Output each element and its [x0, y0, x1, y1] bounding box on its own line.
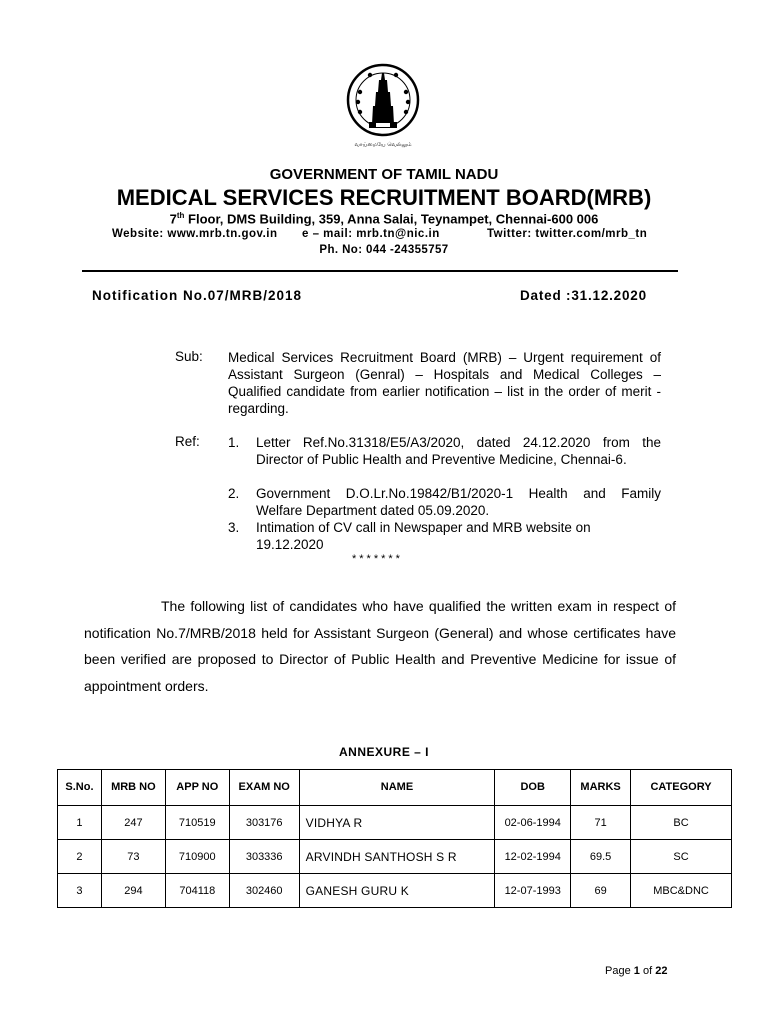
cell-name: ARVINDH SANTHOSH S R: [299, 840, 495, 874]
cell-sno: 1: [58, 806, 102, 840]
cell-category: SC: [631, 840, 732, 874]
cell-dob: 12-02-1994: [495, 840, 571, 874]
candidates-table: [57, 769, 732, 908]
table-row: [58, 840, 732, 874]
header-divider: [82, 270, 678, 272]
cell-dob: 12-07-1993: [495, 874, 571, 908]
table-row: [58, 806, 732, 840]
header-app-no: APP NO: [165, 770, 229, 806]
subject-text: Medical Services Recruitment Board (MRB) – Urgent requirement of Assistant Surgeon (Genral) – Hospitals and Medical Colleges – Qualified candidate from earlier notification – list in the order of merit - regarding.: [228, 350, 661, 416]
cell-app-no: 704118: [165, 874, 229, 908]
reference-item: 3. Intimation of CV call in Newspaper and MRB website on 19.12.2020: [228, 520, 591, 552]
board-title: MEDICAL SERVICES RECRUITMENT BOARD(MRB): [116, 185, 652, 210]
website-text: Website: www.mrb.tn.gov.in: [112, 228, 278, 240]
cell-category: MBC&DNC: [631, 874, 732, 908]
cell-app-no: 710519: [165, 806, 229, 840]
header-exam-no: EXAM NO: [229, 770, 299, 806]
cell-dob: 02-06-1994: [495, 806, 571, 840]
cell-sno: 2: [58, 840, 102, 874]
subject-label: Sub:: [175, 349, 203, 364]
reference-item: 2. Government D.O.Lr.No.19842/B1/2020-1 Health and Family Welfare Department dated 05.09.2020.: [228, 486, 661, 518]
cell-mrb-no: 294: [101, 874, 165, 908]
cell-exam-no: 303176: [229, 806, 299, 840]
government-title: GOVERNMENT OF TAMIL NADU: [269, 166, 499, 183]
email-text: e – mail: mrb.tn@nic.in: [302, 228, 440, 240]
table-header-row: [58, 770, 732, 806]
notification-number: Notification No.07/MRB/2018: [92, 288, 303, 303]
cell-marks: 69.5: [571, 840, 631, 874]
header-dob: DOB: [495, 770, 571, 806]
reference-item: 1. Letter Ref.No.31318/E5/A3/2020, dated 24.12.2020 from the Director of Public Health and Preventive Medicine, Chennai-6.: [228, 435, 661, 467]
contact-line: [0, 228, 768, 242]
page-number: Page 1 of 22: [605, 965, 668, 977]
header-marks: MARKS: [571, 770, 631, 806]
body-paragraph: The following list of candidates who have qualified the written exam in respect of notification No.7/MRB/2018 held for Assistant Surgeon (General) and whose certificates have been verified are proposed to Director of Public Health and Preventive Medicine for issue of appointment orders.: [84, 598, 676, 694]
cell-exam-no: 302460: [229, 874, 299, 908]
phone-number: Ph. No: 044 -24355757: [319, 244, 449, 256]
header-category: CATEGORY: [631, 770, 732, 806]
reference-label: Ref:: [175, 434, 200, 449]
cell-app-no: 710900: [165, 840, 229, 874]
cell-name: GANESH GURU K: [299, 874, 495, 908]
cell-marks: 71: [571, 806, 631, 840]
cell-category: BC: [631, 806, 732, 840]
cell-mrb-no: 73: [101, 840, 165, 874]
cell-name: VIDHYA R: [299, 806, 495, 840]
header-sno: S.No.: [58, 770, 102, 806]
cell-marks: 69: [571, 874, 631, 908]
separator-stars: *******: [352, 553, 403, 565]
cell-mrb-no: 247: [101, 806, 165, 840]
address: 7th Floor, DMS Building, 359, Anna Salai, Teynampet, Chennai-600 006: [169, 211, 599, 227]
notification-date: Dated :31.12.2020: [520, 288, 647, 303]
svg-text:வாய்மையே வெல்லும்: வாய்மையே வெல்லும்: [354, 142, 412, 148]
twitter-text: Twitter: twitter.com/mrb_tn: [487, 228, 648, 240]
header-mrb-no: MRB NO: [101, 770, 165, 806]
header-name: NAME: [299, 770, 495, 806]
annexure-title: ANNEXURE – I: [338, 745, 430, 759]
tamil-nadu-emblem: [345, 62, 421, 150]
cell-sno: 3: [58, 874, 102, 908]
cell-exam-no: 303336: [229, 840, 299, 874]
table-row: [58, 874, 732, 908]
